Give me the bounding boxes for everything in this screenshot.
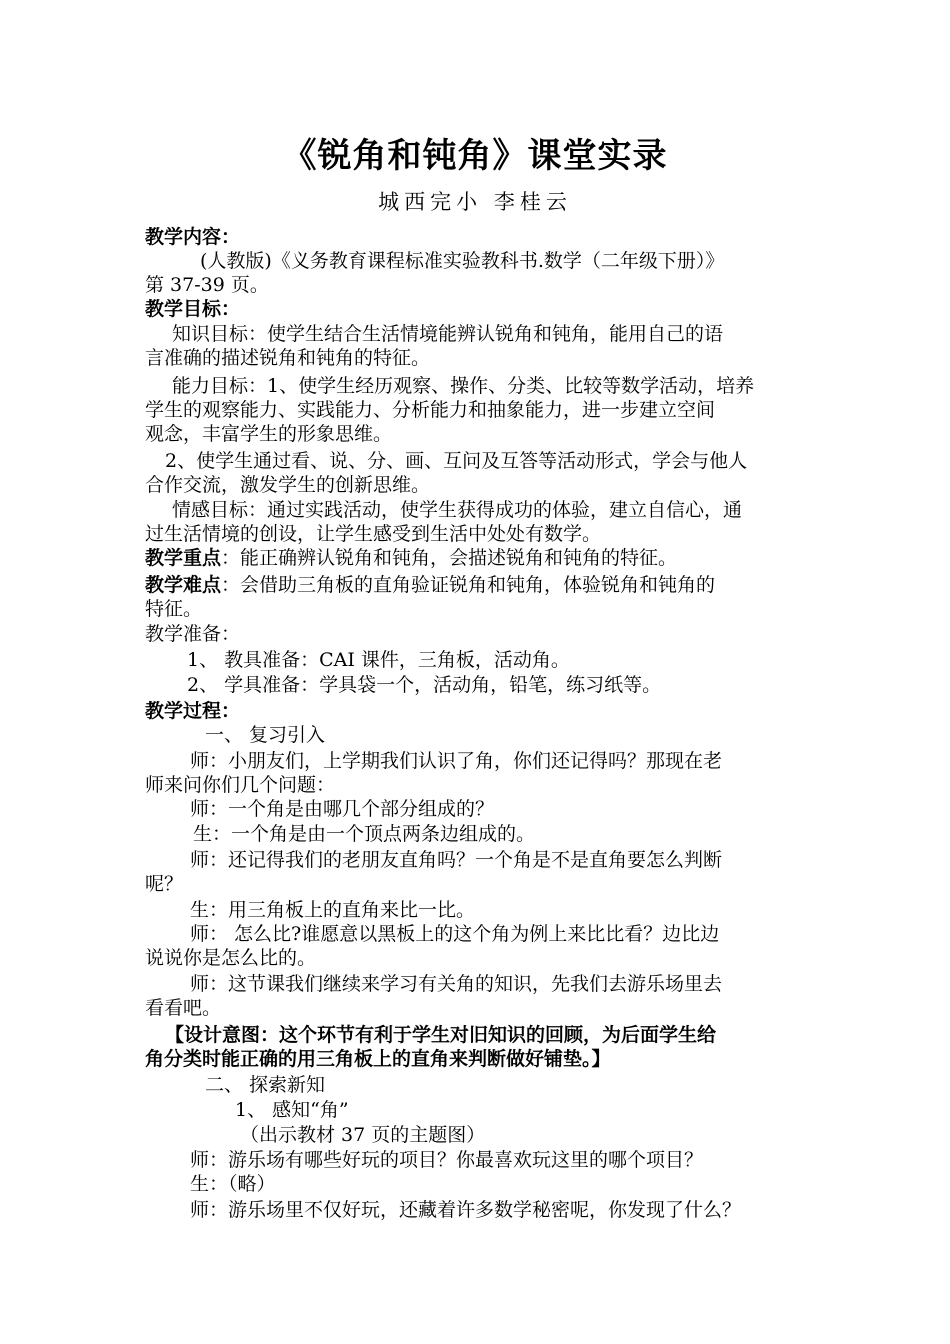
- text-line: 说说你是怎么比的。: [145, 947, 317, 969]
- text-line: 师：游乐场里不仅好玩，还藏着许多数学秘密呢，你发现了什么？: [190, 1199, 742, 1221]
- subsection-heading: 二、 探索新知: [205, 1074, 326, 1096]
- text-line: [145, 699, 825, 723]
- text-line: 生：（略）: [190, 1173, 276, 1195]
- text-line: 教学难点：会借助三角板的直角验证锐角和钝角，体验锐角和钝角的: [145, 574, 716, 596]
- design-intent-note: 角分类时能正确的用三角板上的直角来判断做好铺垫。】: [145, 1048, 611, 1070]
- text-line: 知识目标：使学生结合生活情境能辨认锐角和钝角，能用自己的语: [172, 323, 724, 345]
- section-heading: 教学内容：: [145, 226, 241, 248]
- section-heading: 教学重点: [145, 547, 222, 569]
- text-line: 情感目标：通过实践活动，使学生获得成功的体验，建立自信心，通: [172, 499, 743, 521]
- list-item: 2、 学具准备：学具袋一个，活动角，铅笔，练习纸等。: [187, 674, 662, 696]
- text-line: 观念，丰富学生的形象思维。: [145, 423, 393, 445]
- text-line: 学生的观察能力、实践能力、分析能力和抽象能力，进一步建立空间: [145, 399, 716, 421]
- author-line: 城西完小 李桂云: [378, 190, 572, 214]
- document-title: 《锐角和钝角》课堂实录: [282, 136, 668, 176]
- text-line: 师来问你们几个问题：: [145, 774, 336, 796]
- text-line: [145, 225, 825, 249]
- text-line: 师：小朋友们，上学期我们认识了角，你们还记得吗？那现在老: [190, 750, 723, 772]
- text-line: 生：用三角板上的直角来比一比。: [190, 899, 476, 921]
- section-heading: 教学目标：: [145, 298, 241, 320]
- text-line: 特征。: [145, 598, 203, 620]
- text-line: 师：还记得我们的老朋友直角吗？一个角是不是直角要怎么判断: [190, 849, 723, 871]
- text-line: 言准确的描述锐角和钝角的特征。: [145, 347, 431, 369]
- list-item: 1、 感知“角”: [235, 1099, 349, 1121]
- text-line: 能力目标：1、使学生经历观察、操作、分类、比较等数学活动，培养: [172, 375, 755, 397]
- text-line: 教学重点：能正确辨认锐角和钝角，会描述锐角和钝角的特征。: [145, 547, 678, 569]
- text-line: 2、使学生通过看、说、分、画、互问及互答等活动形式，学会与他人: [165, 450, 748, 472]
- text-line: 第 37-39 页。: [145, 274, 269, 296]
- text-line: (人教版)《义务教育课程标准实验教科书.数学（二年级下册）》: [200, 250, 725, 272]
- section-heading: 教学过程：: [145, 700, 241, 722]
- text-line: 合作交流，激发学生的创新思维。: [145, 474, 431, 496]
- section-heading: 教学难点: [145, 574, 222, 596]
- text-line: [145, 297, 825, 321]
- text-line: （出示教材 37 页的主题图）: [240, 1124, 486, 1146]
- text-line: 过生活情境的创设，让学生感受到生活中处处有数学。: [145, 523, 602, 545]
- list-item: 1、 教具准备：CAI 课件，三角板，活动角。: [187, 649, 570, 671]
- text-line: 生：一个角是由一个顶点两条边组成的。: [193, 823, 536, 845]
- text-line: 师：一个角是由哪几个部分组成的？: [190, 798, 495, 820]
- design-intent-note: 【设计意图：这个环节有利于学生对旧知识的回顾，为后面学生给: [165, 1024, 717, 1046]
- subsection-heading: 一、 复习引入: [205, 724, 326, 746]
- text-line: 师：这节课我们继续来学习有关角的知识，先我们去游乐场里去: [190, 973, 723, 995]
- text-line: 看看吧。: [145, 997, 222, 1019]
- text-line: 师： 怎么比?谁愿意以黑板上的这个角为例上来比比看？边比边: [190, 923, 720, 945]
- text-line: 师：游乐场有哪些好玩的项目？你最喜欢玩这里的哪个项目？: [190, 1149, 704, 1171]
- text-line: 呢？: [145, 873, 184, 895]
- text-line: 教学准备：: [145, 623, 241, 645]
